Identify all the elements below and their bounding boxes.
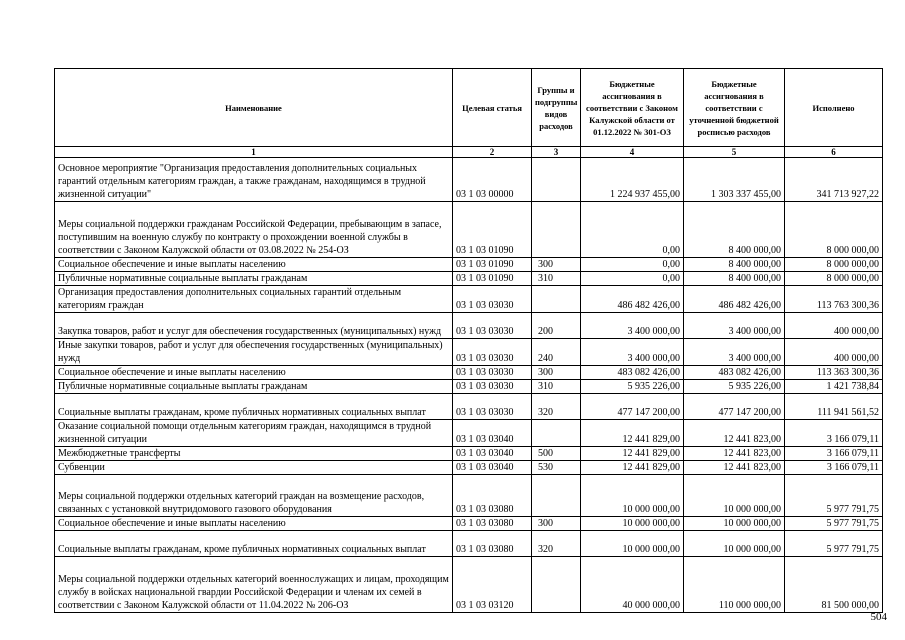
- table-row: [55, 420, 883, 447]
- table-row: [55, 366, 883, 380]
- table-row: [55, 394, 883, 420]
- row-refined-allocation-cell: 8 400 000,00: [684, 258, 785, 272]
- row-refined-allocation-cell: 8 400 000,00: [684, 202, 785, 258]
- table-row: [55, 447, 883, 461]
- row-name-cell: Закупка товаров, работ и услуг для обеспечения государственных (муниципальных) нужд: [55, 313, 453, 339]
- row-name-cell: Социальное обеспечение и иные выплаты населению: [55, 258, 453, 272]
- row-executed-cell: 81 500 000,00: [785, 557, 883, 613]
- row-executed-cell: 5 977 791,75: [785, 475, 883, 517]
- table-row: [55, 272, 883, 286]
- row-law-allocation-cell: 12 441 829,00: [581, 447, 684, 461]
- row-executed-cell: 111 941 561,52: [785, 394, 883, 420]
- row-target-article-cell: 03 1 03 03030: [453, 313, 532, 339]
- row-expense-group-cell: 300: [532, 258, 581, 272]
- table-row: [55, 517, 883, 531]
- row-name-cell: Организация предоставления дополнительных социальных гарантий отдельным категориям граждан: [55, 286, 453, 313]
- row-expense-group-cell: 240: [532, 339, 581, 366]
- row-expense-group-cell: [532, 286, 581, 313]
- header-name: Наименование: [55, 69, 453, 147]
- table-row: [55, 475, 883, 517]
- row-target-article-cell: 03 1 03 03030: [453, 366, 532, 380]
- header-law-allocation: Бюджетные ассигнования в соответствии с Законом Калужской области от 01.12.2022 № 301-ОЗ: [581, 69, 684, 147]
- row-expense-group-cell: 310: [532, 272, 581, 286]
- row-refined-allocation-cell: 5 935 226,00: [684, 380, 785, 394]
- row-refined-allocation-cell: 110 000 000,00: [684, 557, 785, 613]
- row-target-article-cell: 03 1 03 03080: [453, 517, 532, 531]
- row-target-article-cell: 03 1 03 03030: [453, 380, 532, 394]
- row-law-allocation-cell: 40 000 000,00: [581, 557, 684, 613]
- row-target-article-cell: 03 1 03 03080: [453, 475, 532, 517]
- row-name-cell: Меры социальной поддержки отдельных категорий военнослужащих и лицам, проходящим службу в войсках национальной гвардии Российской Федерации и членам их семей в соответствии с Законом Калужской области от 11.04.2022 № 206-ОЗ: [55, 557, 453, 613]
- row-expense-group-cell: 500: [532, 447, 581, 461]
- row-expense-group-cell: 300: [532, 366, 581, 380]
- row-law-allocation-cell: 5 935 226,00: [581, 380, 684, 394]
- budget-table: [54, 68, 883, 613]
- row-target-article-cell: 03 1 03 03030: [453, 394, 532, 420]
- table-row: [55, 339, 883, 366]
- row-executed-cell: 8 000 000,00: [785, 272, 883, 286]
- row-target-article-cell: 03 1 03 01090: [453, 272, 532, 286]
- row-refined-allocation-cell: 483 082 426,00: [684, 366, 785, 380]
- header-expense-group: Группы и подгруппы видов расходов: [532, 69, 581, 147]
- row-executed-cell: 3 166 079,11: [785, 461, 883, 475]
- row-refined-allocation-cell: 3 400 000,00: [684, 339, 785, 366]
- row-law-allocation-cell: 1 224 937 455,00: [581, 158, 684, 202]
- row-target-article-cell: 03 1 03 03080: [453, 531, 532, 557]
- row-target-article-cell: 03 1 03 03040: [453, 461, 532, 475]
- row-name-cell: Публичные нормативные социальные выплаты гражданам: [55, 380, 453, 394]
- row-executed-cell: 341 713 927,22: [785, 158, 883, 202]
- header-target-article: Целевая статья: [453, 69, 532, 147]
- column-number: 3: [532, 147, 581, 158]
- row-target-article-cell: 03 1 03 03120: [453, 557, 532, 613]
- row-refined-allocation-cell: 10 000 000,00: [684, 475, 785, 517]
- row-executed-cell: 5 977 791,75: [785, 517, 883, 531]
- column-number: 4: [581, 147, 684, 158]
- row-law-allocation-cell: 10 000 000,00: [581, 517, 684, 531]
- row-expense-group-cell: 200: [532, 313, 581, 339]
- row-name-cell: Социальные выплаты гражданам, кроме публичных нормативных социальных выплат: [55, 394, 453, 420]
- row-refined-allocation-cell: 12 441 823,00: [684, 461, 785, 475]
- row-target-article-cell: 03 1 03 01090: [453, 202, 532, 258]
- column-number: 2: [453, 147, 532, 158]
- row-expense-group-cell: [532, 420, 581, 447]
- row-executed-cell: 3 166 079,11: [785, 420, 883, 447]
- row-executed-cell: 3 166 079,11: [785, 447, 883, 461]
- row-name-cell: Социальное обеспечение и иные выплаты населению: [55, 517, 453, 531]
- row-name-cell: Субвенции: [55, 461, 453, 475]
- row-executed-cell: 8 000 000,00: [785, 202, 883, 258]
- row-law-allocation-cell: 483 082 426,00: [581, 366, 684, 380]
- row-refined-allocation-cell: 477 147 200,00: [684, 394, 785, 420]
- row-law-allocation-cell: 3 400 000,00: [581, 339, 684, 366]
- row-law-allocation-cell: 486 482 426,00: [581, 286, 684, 313]
- row-expense-group-cell: [532, 475, 581, 517]
- row-law-allocation-cell: 0,00: [581, 258, 684, 272]
- row-expense-group-cell: 320: [532, 531, 581, 557]
- row-refined-allocation-cell: 10 000 000,00: [684, 531, 785, 557]
- table-row: [55, 557, 883, 613]
- row-expense-group-cell: [532, 202, 581, 258]
- row-law-allocation-cell: 12 441 829,00: [581, 420, 684, 447]
- table-body: [55, 158, 883, 613]
- row-law-allocation-cell: 3 400 000,00: [581, 313, 684, 339]
- row-target-article-cell: 03 1 03 03030: [453, 339, 532, 366]
- row-executed-cell: 113 363 300,36: [785, 366, 883, 380]
- row-refined-allocation-cell: 3 400 000,00: [684, 313, 785, 339]
- row-name-cell: Иные закупки товаров, работ и услуг для обеспечения государственных (муниципальных) нужд: [55, 339, 453, 366]
- row-name-cell: Основное мероприятие "Организация предоставления дополнительных социальных гарантий отдельным категориям граждан, а также гражданам, находящимся в трудной жизненной ситуации": [55, 158, 453, 202]
- row-expense-group-cell: [532, 158, 581, 202]
- row-refined-allocation-cell: 486 482 426,00: [684, 286, 785, 313]
- table-header: [55, 69, 883, 158]
- table-row: [55, 380, 883, 394]
- row-refined-allocation-cell: 12 441 823,00: [684, 420, 785, 447]
- row-name-cell: Межбюджетные трансферты: [55, 447, 453, 461]
- table-row: [55, 313, 883, 339]
- row-executed-cell: 5 977 791,75: [785, 531, 883, 557]
- row-executed-cell: 113 763 300,36: [785, 286, 883, 313]
- row-target-article-cell: 03 1 03 00000: [453, 158, 532, 202]
- row-executed-cell: 1 421 738,84: [785, 380, 883, 394]
- row-refined-allocation-cell: 8 400 000,00: [684, 272, 785, 286]
- row-expense-group-cell: 320: [532, 394, 581, 420]
- row-target-article-cell: 03 1 03 03030: [453, 286, 532, 313]
- budget-execution-document: [54, 68, 882, 613]
- row-target-article-cell: 03 1 03 03040: [453, 420, 532, 447]
- column-number: 5: [684, 147, 785, 158]
- table-row: [55, 158, 883, 202]
- row-name-cell: Публичные нормативные социальные выплаты гражданам: [55, 272, 453, 286]
- column-number: 1: [55, 147, 453, 158]
- row-target-article-cell: 03 1 03 01090: [453, 258, 532, 272]
- row-name-cell: Меры социальной поддержки гражданам Российской Федерации, пребывающим в запасе, поступившим на военную службу по контракту о прохождении военной службы в соответствии с Законом Калужской области от 03.08.2022 № 254-ОЗ: [55, 202, 453, 258]
- row-expense-group-cell: 310: [532, 380, 581, 394]
- row-refined-allocation-cell: 10 000 000,00: [684, 517, 785, 531]
- table-row: [55, 202, 883, 258]
- row-law-allocation-cell: 0,00: [581, 272, 684, 286]
- table-row: [55, 461, 883, 475]
- table-row: [55, 531, 883, 557]
- row-law-allocation-cell: 10 000 000,00: [581, 475, 684, 517]
- row-name-cell: Социальное обеспечение и иные выплаты населению: [55, 366, 453, 380]
- header-refined-allocation: Бюджетные ассигнования в соответствии с уточненной бюджетной росписью расходов: [684, 69, 785, 147]
- header-executed: Исполнено: [785, 69, 883, 147]
- row-refined-allocation-cell: 12 441 823,00: [684, 447, 785, 461]
- row-law-allocation-cell: 12 441 829,00: [581, 461, 684, 475]
- row-expense-group-cell: 300: [532, 517, 581, 531]
- row-expense-group-cell: [532, 557, 581, 613]
- column-number: 6: [785, 147, 883, 158]
- table-row: [55, 286, 883, 313]
- row-executed-cell: 400 000,00: [785, 313, 883, 339]
- row-name-cell: Меры социальной поддержки отдельных категорий граждан на возмещение расходов, связанных с установкой внутридомового газового оборудования: [55, 475, 453, 517]
- row-expense-group-cell: 530: [532, 461, 581, 475]
- row-name-cell: Оказание социальной помощи отдельным категориям граждан, находящимся в трудной жизненной ситуации: [55, 420, 453, 447]
- row-law-allocation-cell: 10 000 000,00: [581, 531, 684, 557]
- row-name-cell: Социальные выплаты гражданам, кроме публичных нормативных социальных выплат: [55, 531, 453, 557]
- table-row: [55, 258, 883, 272]
- row-target-article-cell: 03 1 03 03040: [453, 447, 532, 461]
- row-law-allocation-cell: 477 147 200,00: [581, 394, 684, 420]
- row-executed-cell: 8 000 000,00: [785, 258, 883, 272]
- row-law-allocation-cell: 0,00: [581, 202, 684, 258]
- row-refined-allocation-cell: 1 303 337 455,00: [684, 158, 785, 202]
- row-executed-cell: 400 000,00: [785, 339, 883, 366]
- page-number: 504: [870, 611, 887, 623]
